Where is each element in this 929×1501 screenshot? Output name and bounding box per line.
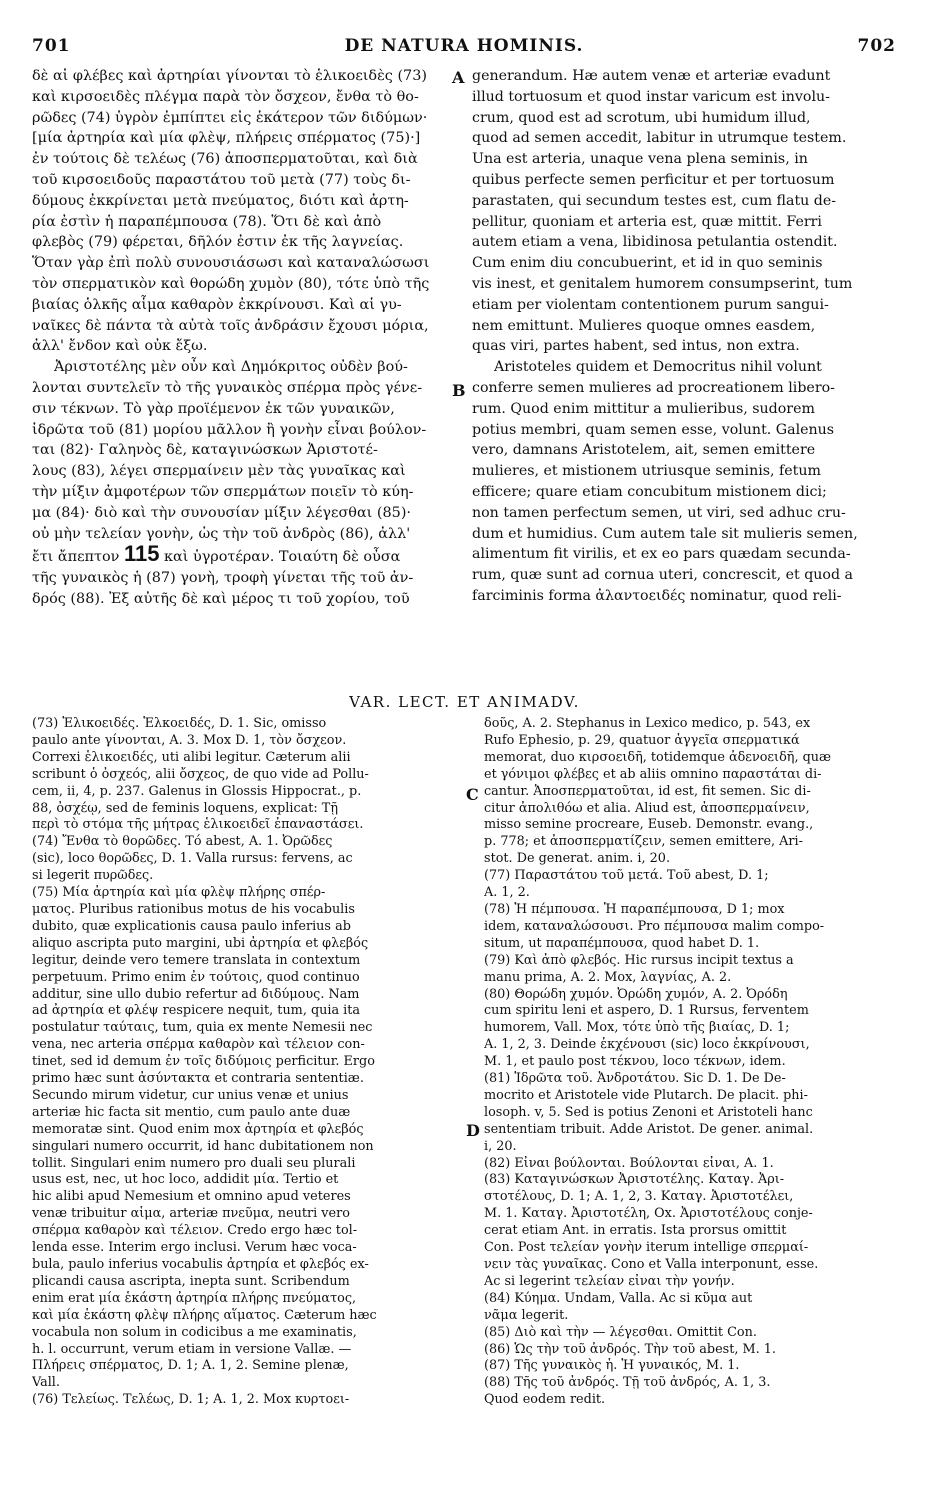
greek-text-line: [μία ἀρτηρία καὶ μία φλὲψ, πλήρεις σπέρματος (75)·] [32,130,421,147]
note-line: σπέρμα καθαρὸν καὶ τέλειον. Credo ergo hæc tol- [32,1223,358,1239]
greek-text-line: τὸν σπερματικὸν καὶ θορώδη χυμὸν (80), τότε ὑπὸ τῆς [32,275,430,292]
latin-text-line: etiam per violentam contentionem purum sangui- [472,296,829,313]
greek-text-line: σιν τέκνων. Τὸ γὰρ προϊέμενον ἐκ τῶν γυναικῶν, [32,400,395,417]
note-line: misso semine procreare, Euseb. Demonstr. evang., [484,817,814,833]
note-line: manu prima, A. 2. Mox, λαγνίας, A. 2. [484,969,732,985]
note-line: (88) Τῆς τοῦ ἀνδρός. Τῇ τοῦ ἀνδρός, A. 1, 3. [484,1375,771,1391]
note-line: (73) Ἑλικοειδές. Ἑλκοειδές, D. 1. Sic, omisso [32,716,327,731]
greek-text-line: δύμους ἐκκρίνεται μετὰ πνεύματος, διότι καὶ ἀρτη- [32,192,409,209]
note-line: perpetuum. Primo enim ἐν τούτοις, quod continuo [32,969,360,985]
greek-text-line: βιαίας ὁλκῆς αἷμα καθαρὸν ἐκκρίνουσι. Καὶ αἱ γυ- [32,296,402,313]
note-line: (75) Μία ἀρτηρία καὶ μία φλὲψ πλήρης σπέρ- [32,885,326,901]
note-line: postulatur ταύταις, tum, quia ex mente Nemesii nec [32,1020,373,1036]
note-line: A. 1, 2. [484,885,530,901]
note-line: (80) Θορώδη χυμόν. Ὀρώδη χυμόν, A. 2. Ὀρόδη [484,986,788,1002]
inline-page-number: 115 [123,544,160,567]
note-line: δοῦς, A. 2. Stephanus in Lexico medico, p. 543, ex [484,716,811,731]
note-line: et γόνιμοι φλέβες et ab aliis omnino παραστάται di- [484,766,822,782]
note-line: si legerit πυρῶδες. [32,868,154,884]
note-line: singulari numero occurrit, id hanc dubitationem non [32,1138,374,1154]
margin-letter-d: D [466,1121,480,1140]
latin-text-line: nem emittunt. Mulieres quoque omnes easdem, [472,317,816,334]
note-line: cantur. Ἀποσπερματοῦται, id est, fit semen. Sic di- [484,783,811,799]
note-line: cem, ii, 4, p. 237. Galenus in Glossis Hippocrat., p. [32,783,362,799]
greek-text-line: οὐ μὴν τελείαν γονὴν, ὡς τὴν τοῦ ἀνδρὸς (86), ἀλλ' [32,525,411,542]
note-line: (79) Καὶ ἀπὸ φλεβός. Hic rursus incipit textus a [484,952,794,968]
note-line: scribunt ὁ ὀσχεός, alii ὄσχεος, de quo vide ad Pollu- [32,766,369,782]
latin-text-line: quod ad semen accedit, labitur in utrumque testem. [472,130,847,147]
note-line: (74) Ἔνθα τὸ θορῶδες. Τό abest, A. 1. Ὀρῶδες [32,834,333,850]
note-line: Quod eodem redit. [484,1392,606,1408]
note-line: A. 1, 2, 3. Deinde ἐκχένουσι (sic) loco ἐκκρίνουσι, [484,1037,810,1053]
note-line: νᾶμα legerit. [484,1307,569,1323]
latin-text-line: mulieres, et mistionem utriusque seminis, fetum [472,463,821,480]
notes-section-title: VAR. LECT. ET ANIMADV. [349,693,580,711]
greek-text-column [32,66,450,610]
latin-text-line: farciminis forma ἀλαντοειδές nominatur, quod reli- [472,587,842,604]
latin-text-line: rum, quæ sunt ad cornua uteri, concrescit, et quod a [472,567,854,584]
greek-text-line: φλεβὸς (79) φέρεται, δῆλόν ἐστιν ἐκ τῆς λαγνείας. [32,234,404,251]
note-line: cum spiritu leni et aspero, D. 1 Rursus, ferventem [484,1003,809,1019]
greek-text-line: ἀλλ' ἔνδον καὶ οὐκ ἔξω. [32,338,208,355]
note-line: lenda esse. Interim ergo inclusi. Verum hæc voca- [32,1240,357,1256]
latin-text-line: quibus perfecte semen perficitur et per tortuosum [472,171,835,188]
note-line: paulo ante γίνονται, A. 3. Mox D. 1, τὸν ὄσχεον. [32,732,347,748]
greek-text-line: μα (84)· διὸ καὶ τὴν συνουσίαν μίξιν λέγεσθαι (85)· [32,504,412,521]
latin-text-line: quas viri, partes habent, sed intus, non extra. [472,338,800,355]
latin-text-line: Cum enim diu concubuerint, et id in quo seminis [472,255,823,272]
greek-text-line: λονται συντελεῖν τὸ τῆς γυναικὸς σπέρμα πρὸς γένε- [32,379,423,396]
note-line: vena, nec arteria σπέρμα καθαρὸν καὶ τέλειον con- [32,1037,365,1053]
note-line: (82) Εἶναι βούλονται. Βούλονται εἶναι, A. 1. [484,1155,774,1171]
page-number-left: 701 [32,36,71,56]
note-line: tinet, sed id demum ἐν τοῖς διδύμοις perficitur. Ergo [32,1054,375,1070]
greek-text-line: Ὅταν γὰρ ἐπὶ πολὺ συνουσιάσωσι καὶ καταναλώσωσι [32,255,430,272]
note-line: (76) Τελείως. Τελέως, D. 1; A. 1, 2. Mox κυρτοει- [32,1392,350,1408]
note-line: i, 20. [484,1138,517,1154]
note-line: citur ἀπολιθόω et alia. Aliud est, ἀποσπερμαίνειν, [484,800,810,816]
note-line: additur, sine ullo dubio refertur ad διδύμους. Nam [32,986,360,1002]
greek-text-line: τοῦ κιρσοειδοῦς παραστάτου τοῦ μετὰ (77) τοὺς δι- [32,171,411,188]
latin-text-line: non tamen perfectum semen, ut viri, sed adhuc cru- [472,504,846,521]
latin-text-line: dum et humidius. Cum autem tale sit mulieris semen, [472,525,858,542]
note-line: usus est, nec, ut hoc loco, addidit μία. Tertio et [32,1172,339,1188]
note-line: περὶ τὸ στόμα τῆς μήτρας ἑλικοειδεῖ ἐπαναστάσει. [32,817,364,833]
note-line: (sic), loco θορῶδες, D. 1. Valla rursus: fervens, ac [32,851,353,867]
greek-text-line: ρῶδες (74) ὑγρὸν ἐμπίπτει εἰς ἑκάτερον τῶν διδύμων· [32,109,428,126]
note-line: mocrito et Aristotele vide Plutarch. De placit. phi- [484,1087,808,1103]
note-line: M. 1, et paulo post τέκνου, loco τέκνων, idem. [484,1054,786,1070]
latin-text-line: efficere; quare etiam concubitum mistionem dici; [472,483,827,500]
note-line: hic alibi apud Nemesium et omnino apud veteres [32,1189,351,1205]
note-line: (84) Κύημα. Undam, Valla. Ac si κῦμα aut [484,1290,753,1306]
note-line: καὶ μία ἑκάστη φλὲψ πλήρης αἵματος. Cæterum hæc [32,1307,377,1323]
note-line: dubito, quæ explicationis causa paulo inferius ab [32,918,351,934]
note-line: ad ἀρτηρία et φλέψ respicere nequit, tum, quia ita [32,1003,361,1019]
note-line: (86) Ὡς τὴν τοῦ ἀνδρός. Τὴν τοῦ abest, M. 1. [484,1341,776,1357]
note-line: vocabula non solum in codicibus a me examinatis, [32,1324,357,1340]
note-line: cerat etiam Ant. in erratis. Ista prorsus omittit [484,1223,787,1239]
note-line: plicandi causa ascripta, inepta sunt. Scribendum [32,1273,350,1289]
greek-text-line: λους (83), λέγει σπερμαίνειν μὲν τὰς γυναῖκας καὶ [32,463,406,480]
latin-text-line: illud tortuosum et quod instar varicum est involu- [472,88,830,105]
note-line: (77) Παραστάτου τοῦ μετά. Τοῦ abest, D. 1; [484,868,769,884]
greek-text-line: καὶ κιρσοειδὲς πλέγμα παρὰ τὸν ὄσχεον, ἔνθα τὸ θο- [32,88,419,105]
note-line: (87) Τῆς γυναικὸς ἡ. Ἡ γυναικός, M. 1. [484,1358,740,1374]
note-line: humorem, Vall. Mox, τότε ὑπὸ τῆς βιαίας, D. 1; [484,1020,790,1036]
latin-text-line: vero, damnans Aristotelem, ait, semen emittere [472,442,816,459]
text-line-fragment: ἔτι ἄπεπτον [32,549,120,566]
latin-text-line: generandum. Hæ autem venæ et arteriæ evadunt [472,68,831,84]
text-line-fragment: καὶ ὑγροτέραν. Τοιαύτη δὲ οὖσα [164,549,401,566]
greek-text-line: ναῖκες δὲ πάντα τὰ αὐτὰ τοῖς ἀνδράσιν ἔχουσι μόρια, [32,317,429,334]
greek-text-line: ἐν τούτοις δὲ τελέως (76) ἀποσπερματοῦται, καὶ διὰ [32,151,418,168]
note-line: enim erat μία ἑκάστη ἀρτηρία πλήρης πνεύματος, [32,1290,357,1306]
latin-text-line: pellitur, quoniam et arteria est, quæ mittit. Ferri [472,213,822,230]
note-line: Πλήρεις σπέρματος, D. 1; A. 1, 2. Semine plenæ, [32,1358,349,1374]
note-line: νειν τὰς γυναῖκας. Cono et Valla interponunt, esse. [484,1257,819,1272]
note-line: M. 1. Καταγ. Ἀριστοτέλη, Ox. Ἀριστοτέλους conje- [484,1206,813,1222]
notes-column-left [32,716,452,1409]
note-line: situm, ut παραπέμπουσα, quod habet D. 1. [484,935,760,951]
latin-text-line: parastaten, qui secundum testes est, cum flatu de- [472,192,837,209]
latin-text-line: potius membri, quam semen esse, volunt. Galenus [472,421,835,438]
note-line: ματος. Pluribus rationibus motus de his vocabulis [32,901,355,917]
running-title: DE NATURA HOMINIS. [344,36,584,56]
greek-text-line: ἱδρῶτα τοῦ (81) μορίου μᾶλλον ἢ γονὴν εἶναι βούλον- [32,421,427,438]
note-line: aliquo ascripta puto margini, ubi ἀρτηρία et φλεβός [32,935,369,951]
note-line: Ac si legerint τελείαν εἶναι τὴν γονήν. [484,1273,735,1289]
note-line: (85) Διὸ καὶ τὴν — λέγεσθαι. Omittit Con. [484,1324,757,1340]
page-number-right: 702 [857,36,896,56]
greek-text-line [32,544,450,568]
note-line: losoph. v, 5. Sed is potius Zenoni et Aristoteli hanc [484,1104,813,1120]
notes-column-right [484,716,896,1409]
latin-text-line: vis inest, et genitalem humorem consumpserint, tum [472,275,853,292]
note-line: 88, ὀσχέῳ, sed de feminis loquens, explicat: Τῇ [32,800,338,816]
note-line: (78) Ἡ πέμπουσα. Ἡ παραπέμπουσα, D 1; mox [484,901,785,917]
latin-text-line: alimentum fit virilis, et ex eo pars quædam secunda- [472,546,851,563]
note-line: memoratæ sint. Quod enim mox ἀρτηρία et φλεβός [32,1121,364,1137]
margin-letter-b: B [452,381,466,400]
note-line: h. l. occurrunt, verum etiam in versione Vallæ. — [32,1341,352,1357]
margin-letter-a: A [452,68,465,87]
note-line: Secundo mirum videtur, cur unius venæ et unius [32,1087,349,1103]
note-line: (83) Καταγινώσκων Ἀριστοτέλης. Καταγ. Ἀρι- [484,1172,785,1188]
latin-text-line: Una est arteria, unaque vena plena seminis, in [472,151,808,168]
note-line: στοτέλους, D. 1; A. 1, 2, 3. Καταγ. Ἀριστοτέλει, [484,1189,794,1205]
greek-text-line: ται (82)· Γαληνὸς δὲ, καταγινώσκων Ἀριστοτέ- [32,442,378,459]
note-line: memorat, duo κιρσοειδῆ, totidemque ἀδενοειδῆ, quæ [484,749,832,765]
note-line: idem, καταναλώσουσι. Pro πέμπουσα malim compo- [484,918,825,934]
note-line: primo hæc sunt ἀσύντακτα et contraria sententiæ. [32,1071,364,1087]
note-line: Vall. [32,1375,60,1391]
greek-text-line: Ἀριστοτέλης μὲν οὖν καὶ Δημόκριτος οὐδὲν βού- [54,359,408,376]
note-line: tollit. Singulari enim numero pro duali seu plurali [32,1155,356,1171]
note-line: venæ tribuitur αἷμα, arteriæ πνεῦμα, neutri vero [32,1206,350,1222]
note-line: stot. De generat. anim. i, 20. [484,851,671,867]
latin-text-column [472,66,896,607]
running-header [32,36,896,58]
note-line: p. 778; et ἀποσπερματίζειν, semen emittere, Ari- [484,834,803,850]
greek-text-line: ρία ἐστὶν ἡ παραπέμπουσα (78). Ὅτι δὲ καὶ ἀπὸ [32,213,382,230]
margin-letter-c: C [466,785,479,804]
latin-text-line: rum. Quod enim mittitur a mulieribus, sudorem [472,400,815,417]
note-line: arteriæ hic facta sit mentio, cum paulo ante duæ [32,1104,351,1120]
greek-text-line: δρός (88). Ἐξ αὐτῆς δὲ καὶ μέρος τι τοῦ χορίου, τοῦ [32,590,410,607]
greek-text-line: τῆς γυναικὸς ἡ (87) γονὴ, τροφὴ γίνεται τῆς τοῦ ἀν- [32,570,414,587]
note-line: legitur, deinde vero temere translata in contextum [32,952,361,968]
latin-text-line: autem etiam a vena, libidinosa petulantia ostendit. [472,234,838,251]
note-line: Con. Post τελείαν γονὴν iterum intellige σπερμαί- [484,1240,809,1256]
latin-text-line: Aristoteles quidem et Democritus nihil volunt [494,359,822,376]
greek-text-line: δὲ αἱ φλέβες καὶ ἀρτηρίαι γίνονται τὸ ἑλικοειδὲς (73) [32,68,427,84]
latin-text-line: conferre semen mulieres ad procreationem libero- [472,379,835,396]
latin-text-line: crum, quod est ad scrotum, ubi humidum illud, [472,109,811,126]
note-line: Correxi ἑλικοειδές, uti alibi legitur. Cæterum alii [32,749,351,765]
greek-text-line: τὴν μίξιν ἀμφοτέρων τῶν σπερμάτων ποιεῖν τὸ κύη- [32,483,414,500]
note-line: Rufo Ephesio, p. 29, quatuor ἀγγεῖα σπερματικά [484,732,800,748]
note-line: bula, paulo inferius vocabulis ἀρτηρία et φλεβός ex- [32,1257,369,1272]
note-line: sententiam tribuit. Adde Aristot. De gener. animal. [484,1121,814,1137]
note-line: (81) Ἱδρῶτα τοῦ. Ἀνδροτάτου. Sic D. 1. De De- [484,1071,786,1087]
